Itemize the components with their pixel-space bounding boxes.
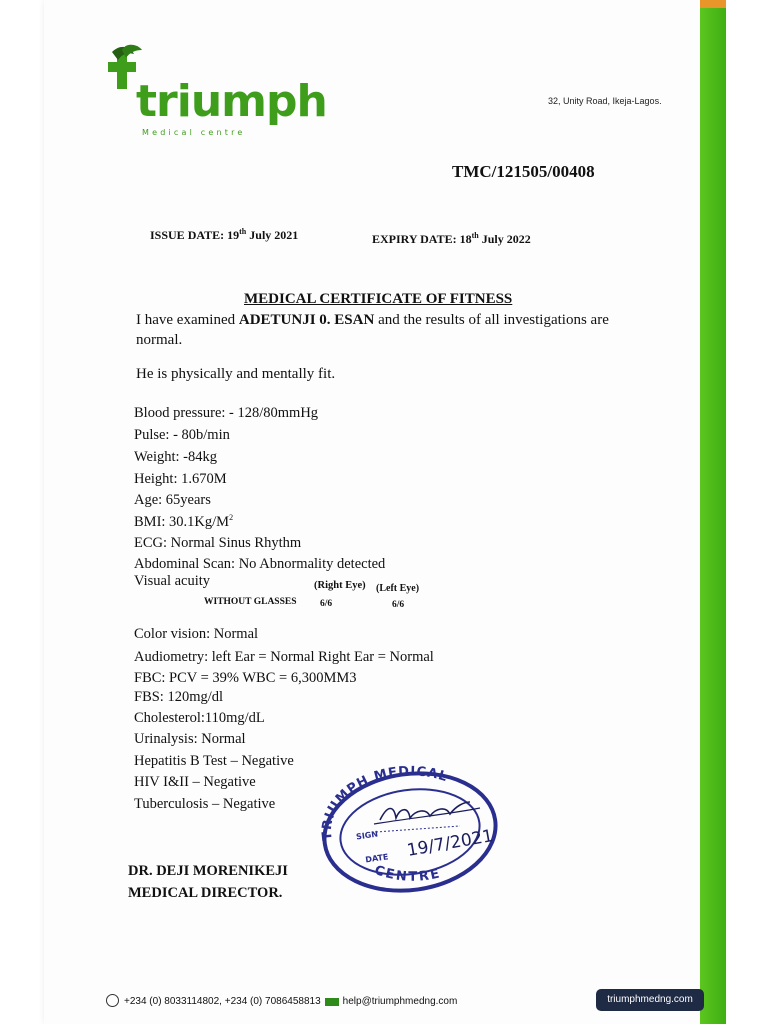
color-vision: Color vision: Normal (134, 626, 259, 642)
logo-wordmark: triumph (136, 76, 327, 127)
stamp-sign-label: SIGN (355, 829, 379, 842)
height: Height: 1.670M (134, 471, 227, 487)
signatory-name: DR. DEJI MORENIKEJI (128, 863, 288, 879)
age: Age: 65years (134, 492, 211, 508)
clinic-address: 32, Unity Road, Ikeja-Lagos. (548, 96, 662, 106)
cholesterol: Cholesterol:110mg/dL (134, 710, 265, 726)
right-eye-value: 6/6 (320, 599, 333, 609)
abdominal-scan: Abdominal Scan: No Abnormality detected (134, 556, 386, 572)
intro-post: and the results of all investigations are normal. (136, 312, 609, 348)
hepatitis-b: Hepatitis B Test – Negative (134, 753, 294, 769)
bmi-superscript: 2 (229, 513, 234, 522)
expiry-date (372, 231, 531, 247)
expiry-date-suffix: th (471, 231, 479, 240)
footer-website[interactable]: triumphmedng.com (596, 989, 704, 1011)
blood-pressure: Blood pressure: - 128/80mmHg (134, 405, 319, 421)
ecg: ECG: Normal Sinus Rhythm (134, 535, 302, 551)
expiry-date-rest: July 2022 (478, 232, 531, 246)
issue-date (150, 227, 298, 243)
fbs: FBS: 120mg/dl (134, 689, 224, 705)
issue-date-label: ISSUE DATE: 19 (150, 228, 240, 242)
left-eye-value: 6/6 (392, 600, 405, 610)
fbc: FBC: PCV = 39% WBC = 6,300MM3 (134, 670, 357, 686)
logo-subtitle: Medical centre (142, 128, 246, 137)
hiv-test: HIV I&II – Negative (134, 774, 256, 790)
issue-date-suffix: th (239, 227, 247, 236)
signatory-title: MEDICAL DIRECTOR. (128, 885, 283, 901)
certificate-reference: TMC/121505/00408 (452, 162, 595, 181)
medical-centre-stamp-icon (310, 762, 510, 897)
footer-email[interactable]: help@triumphmedng.com (342, 996, 458, 1008)
visual-acuity-label: Visual acuity (134, 573, 211, 589)
stamp-date-label: DATE (364, 852, 390, 865)
svg-text:CENTRE (373, 863, 443, 885)
bmi (134, 513, 233, 531)
side-color-bar (700, 0, 726, 1024)
bmi-value: BMI: 30.1Kg/M (134, 513, 230, 530)
signatory-block (128, 860, 288, 904)
email-icon (325, 998, 339, 1006)
urinalysis: Urinalysis: Normal (134, 731, 246, 747)
footer-contacts (106, 995, 457, 1008)
phone-icon (106, 994, 119, 1007)
stamp-top-text: TRIUMPH MEDICAL (319, 764, 450, 842)
tuberculosis: Tuberculosis – Negative (134, 796, 276, 812)
patient-name: ADETUNJI 0. ESAN (238, 312, 375, 328)
weight: Weight: -84kg (134, 449, 217, 465)
left-eye-label: (Left Eye) (376, 583, 420, 594)
expiry-date-label: EXPIRY DATE: 18 (372, 232, 472, 246)
stamp-date-value: 19/7/2021 (405, 826, 495, 861)
certificate-title: MEDICAL CERTIFICATE OF FITNESS (244, 291, 513, 307)
fitness-statement: He is physically and mentally fit. (136, 366, 336, 382)
stamp-bottom-text: CENTRE (372, 862, 443, 885)
footer-phones: +234 (0) 8033114802, +234 (0) 7086458813 (124, 996, 321, 1008)
intro-pre: I have examined (136, 312, 239, 328)
issue-date-rest: July 2021 (246, 228, 299, 242)
intro-paragraph (136, 310, 636, 350)
audiometry: Audiometry: left Ear = Normal Right Ear = Normal (134, 649, 434, 665)
pulse: Pulse: - 80b/min (134, 427, 230, 443)
side-color-tip (700, 0, 726, 8)
right-eye-label: (Right Eye) (314, 580, 366, 591)
without-glasses-label: WITHOUT GLASSES (204, 597, 297, 607)
